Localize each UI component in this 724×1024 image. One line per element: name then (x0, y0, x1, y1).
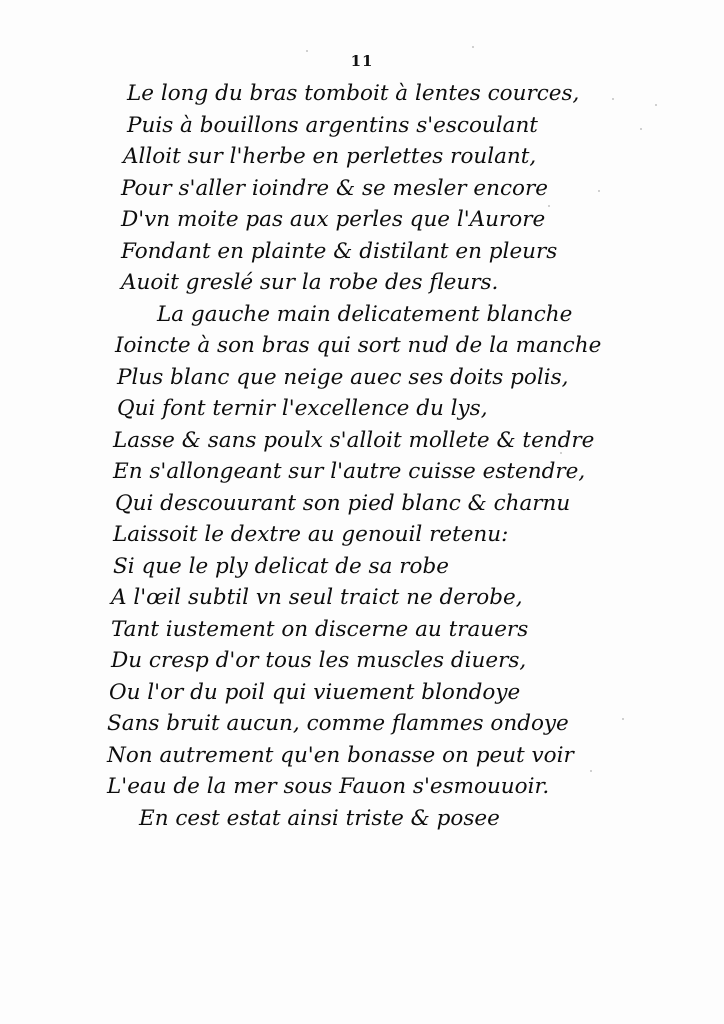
verse-line: Lasse & sans poulx s'alloit mollete & tendre (113, 427, 595, 453)
verse-line: Puis à bouillons argentins s'escoulant (127, 112, 538, 138)
verse-line: Qui descouurant son pied blanc & charnu (115, 490, 571, 516)
verse-line: Qui font ternir l'excellence du lys, (117, 396, 488, 421)
verse-line: Sans bruit aucun, comme flammes ondoye (107, 711, 569, 736)
verse-line: La gauche main delicatement blanche (157, 301, 573, 327)
verse-line: Le long du bras tomboit à lentes cources, (127, 81, 580, 106)
verse-line: En cest estat ainsi triste & posee (139, 805, 500, 831)
page-number: 11 (350, 52, 374, 70)
verse-line: En s'allongeant sur l'autre cuisse estendre, (113, 459, 586, 484)
verse-line: Plus blanc que neige auec ses doits polis, (117, 364, 569, 390)
verse-line: L'eau de la mer sous Fauon s'esmouuoir. (107, 774, 550, 799)
verse-line: Ioincte à son bras qui sort nud de la manche (115, 333, 602, 358)
verse-line: D'vn moite pas aux perles que l'Aurore (121, 207, 546, 232)
verse-line: Tant iustement on discerne au trauers (111, 616, 529, 642)
poem-text (0, 78, 724, 834)
verse-line: Ou l'or du poil qui viuement blondoye (109, 679, 521, 705)
verse-line: Laissoit le dextre au genouil retenu: (113, 522, 509, 547)
verse-line: Auoit greslé sur la robe des fleurs. (121, 270, 499, 295)
verse-line: Si que le ply delicat de sa robe (113, 553, 449, 579)
scan-speckle (472, 46, 474, 48)
verse-line: Non autrement qu'en bonasse on peut voir (107, 742, 574, 768)
verse-line: Du cresp d'or tous les muscles diuers, (111, 648, 527, 673)
verse-line: Fondant en plainte & distilant en pleurs (121, 238, 558, 264)
verse-line: Alloit sur l'herbe en perlettes roulant, (123, 144, 537, 169)
verse-line: Pour s'aller ioindre & se mesler encore (121, 175, 548, 201)
verse-line: A l'œil subtil vn seul traict ne derobe, (111, 585, 523, 610)
